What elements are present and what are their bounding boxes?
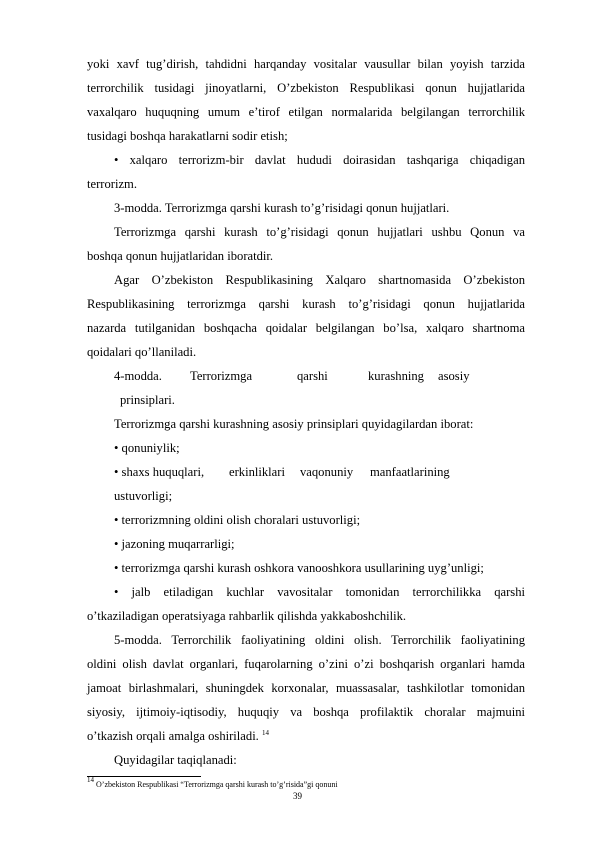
text-line: jamoat birlashmalari, shuningdek korxonalar, muassasalar, tashkilotlar tomonidan	[87, 681, 525, 695]
text-line: terrorchilik tusidagi jinoyatlarni, O’zbekiston Respublikasi qonun hujjatlarida	[87, 81, 525, 95]
text-line: Quyidagilar taqiqlanadi:	[114, 753, 237, 767]
list-word: • shaxs huquqlari,	[114, 465, 205, 479]
list-item: • qonuniylik;	[114, 441, 180, 455]
list-word: erkinliklari	[229, 465, 285, 479]
heading-word: asosiy	[438, 369, 470, 383]
text-line: prinsiplari.	[120, 393, 175, 407]
heading-word: Terrorizmga	[190, 369, 253, 383]
text-line: nazarda tutilganidan boshqacha qoidalar belgilangan bo’lsa, xalqaro shartnoma	[87, 321, 525, 335]
footnote-ref[interactable]: 14	[262, 729, 269, 737]
text-line: siyosiy, ijtimoiy-iqtisodiy, huquqiy va boshqa profilaktik choralar majmuini	[87, 705, 525, 719]
text-line: Terrorizmga qarshi kurashning asosiy prinsiplari quyidagilardan iborat:	[114, 417, 474, 431]
text-line: terrorizm.	[87, 177, 137, 191]
text-line: boshqa qonun hujjatlaridan iboratdir.	[87, 249, 274, 263]
text-line: Agar O’zbekiston Respublikasining Xalqaro shartnomasida O’zbekiston	[114, 273, 525, 287]
article-5-heading: 5-modda. Terrorchilik faoliyatining oldini olish. Terrorchilik faoliyatining	[114, 633, 525, 647]
footnote-text: O’zbekiston Respublikasi “Terrorizmga qarshi kurash to’g’risida”gi qonuni	[94, 780, 338, 789]
text-line: Respublikasining terrorizmga qarshi kurash to’g’risidagi qonun hujjatlarida	[87, 297, 525, 311]
heading-word: 4-modda.	[114, 369, 162, 383]
text-line: oldini olish davlat organlari, fuqarolarning o’zini o’zi boshqarish organlari hamda	[87, 657, 525, 671]
list-item: • jazoning muqarrarligi;	[114, 537, 235, 551]
text-line	[87, 728, 269, 744]
page-number: 39	[293, 791, 302, 801]
heading-word: qarshi	[297, 369, 328, 383]
list-item: • terrorizmning oldini olish choralari ustuvorligi;	[114, 513, 361, 527]
heading-word: kurashning	[368, 369, 424, 383]
text-line: vaxalqaro huquqning umum e’tirof etilgan normalarida belgilangan terrorchilik	[87, 105, 525, 119]
text-span: o’tkazish orqali amalga oshiriladi.	[87, 729, 259, 743]
text-line: qoidalari qo’llaniladi.	[87, 345, 197, 359]
list-word: vaqonuniy	[300, 465, 354, 479]
text-line: ustuvorligi;	[114, 489, 173, 503]
footnote-divider	[87, 776, 201, 777]
list-word: manfaatlarining	[370, 465, 450, 479]
footnote-mark: 14	[87, 776, 94, 784]
text-line: tusidagi boshqa harakatlarni sodir etish;	[87, 129, 288, 143]
text-line: o’tkaziladigan operatsiyaga rahbarlik qilishda yakkaboshchilik.	[87, 609, 407, 623]
text-line: yoki xavf tug’dirish, tahdidni harqanday vositalar vausullar bilan yoyish tarzida	[87, 57, 525, 71]
footnote	[87, 776, 338, 790]
text-line: Terrorizmga qarshi kurash to’g’risidagi qonun hujjatlari ushbu Qonun va	[114, 225, 525, 239]
article-heading: 3-modda. Terrorizmga qarshi kurash to’g’risidagi qonun hujjatlari.	[114, 201, 450, 215]
list-item: • terrorizmga qarshi kurash oshkora vanooshkora usullarining uyg’unligi;	[114, 561, 484, 575]
list-item: • xalqaro terrorizm-bir davlat hududi doirasidan tashqariga chiqadigan	[114, 153, 525, 167]
list-item: • jalb etiladigan kuchlar vavositalar tomonidan terrorchilikka qarshi	[114, 585, 525, 599]
